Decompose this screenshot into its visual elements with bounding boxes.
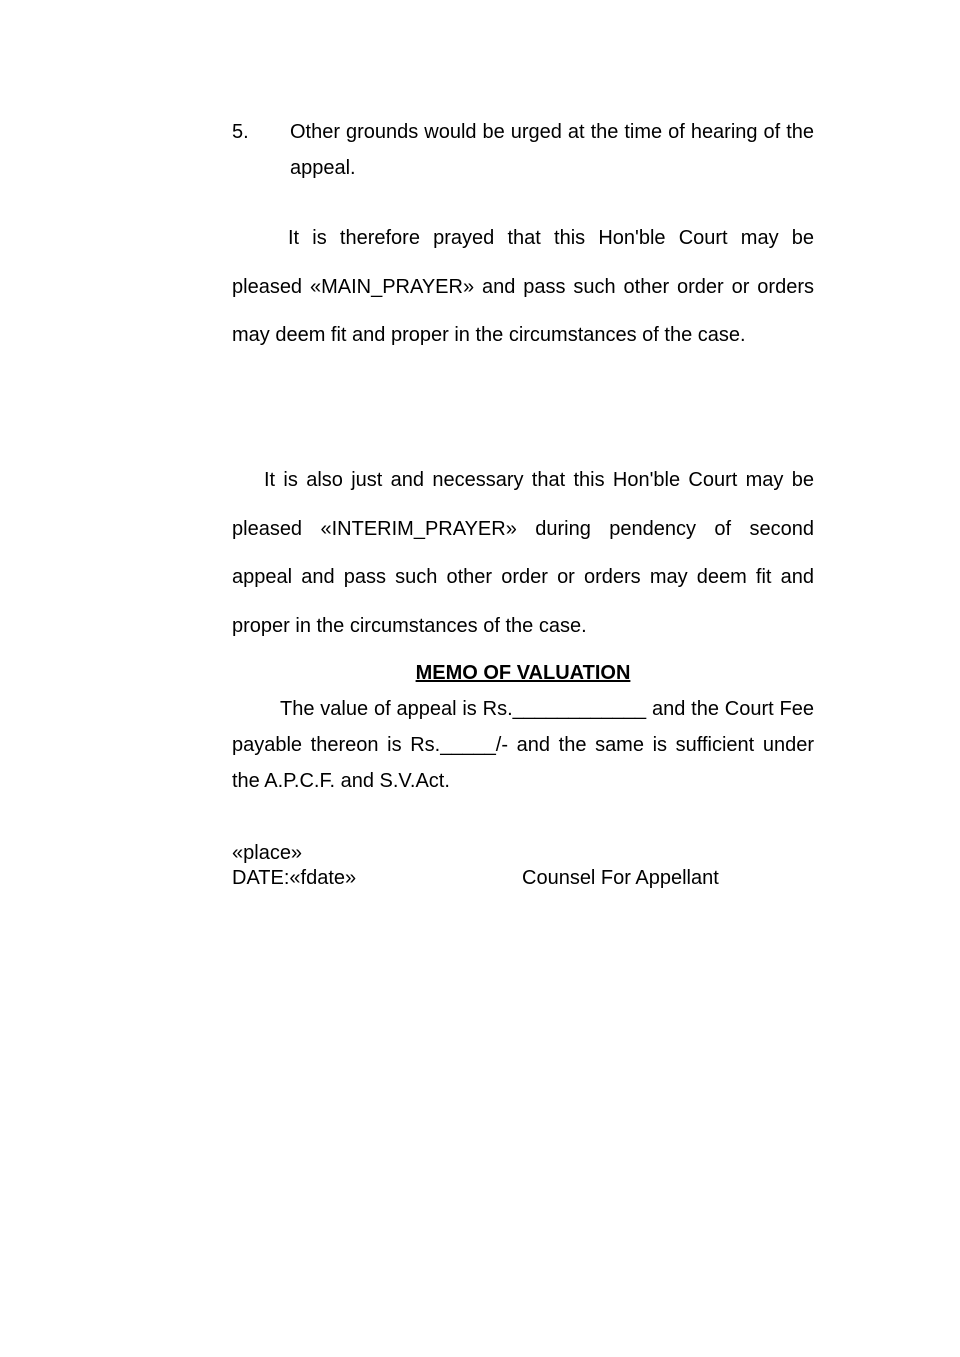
memo-heading: MEMO OF VALUATION: [415, 662, 631, 684]
date-field: DATE:«fdate»: [232, 867, 357, 889]
counsel-signature: Counsel For Appellant: [522, 867, 719, 889]
ground-number: 5.: [232, 121, 249, 143]
place-field: «place»: [232, 842, 303, 864]
memo-paragraph: The value of appeal is Rs.____________ and the Court Fee payable thereon is Rs._____/- and the same is sufficient under the A.P.C.F. and S.V.Act.: [232, 698, 814, 792]
main-prayer-paragraph: It is therefore prayed that this Hon'ble Court may be pleased «MAIN_PRAYER» and pass such other order or orders may deem fit and proper in the circumstances of the case.: [232, 227, 814, 346]
ground-item-5: [232, 114, 814, 186]
interim-prayer-paragraph: It is also just and necessary that this Hon'ble Court may be pleased «INTERIM_PRAYER» during pendency of second appeal and pass such other order or orders may deem fit and proper in the circumstances of the case.: [232, 469, 814, 637]
ground-text: Other grounds would be urged at the time of hearing of the appeal.: [290, 121, 814, 179]
